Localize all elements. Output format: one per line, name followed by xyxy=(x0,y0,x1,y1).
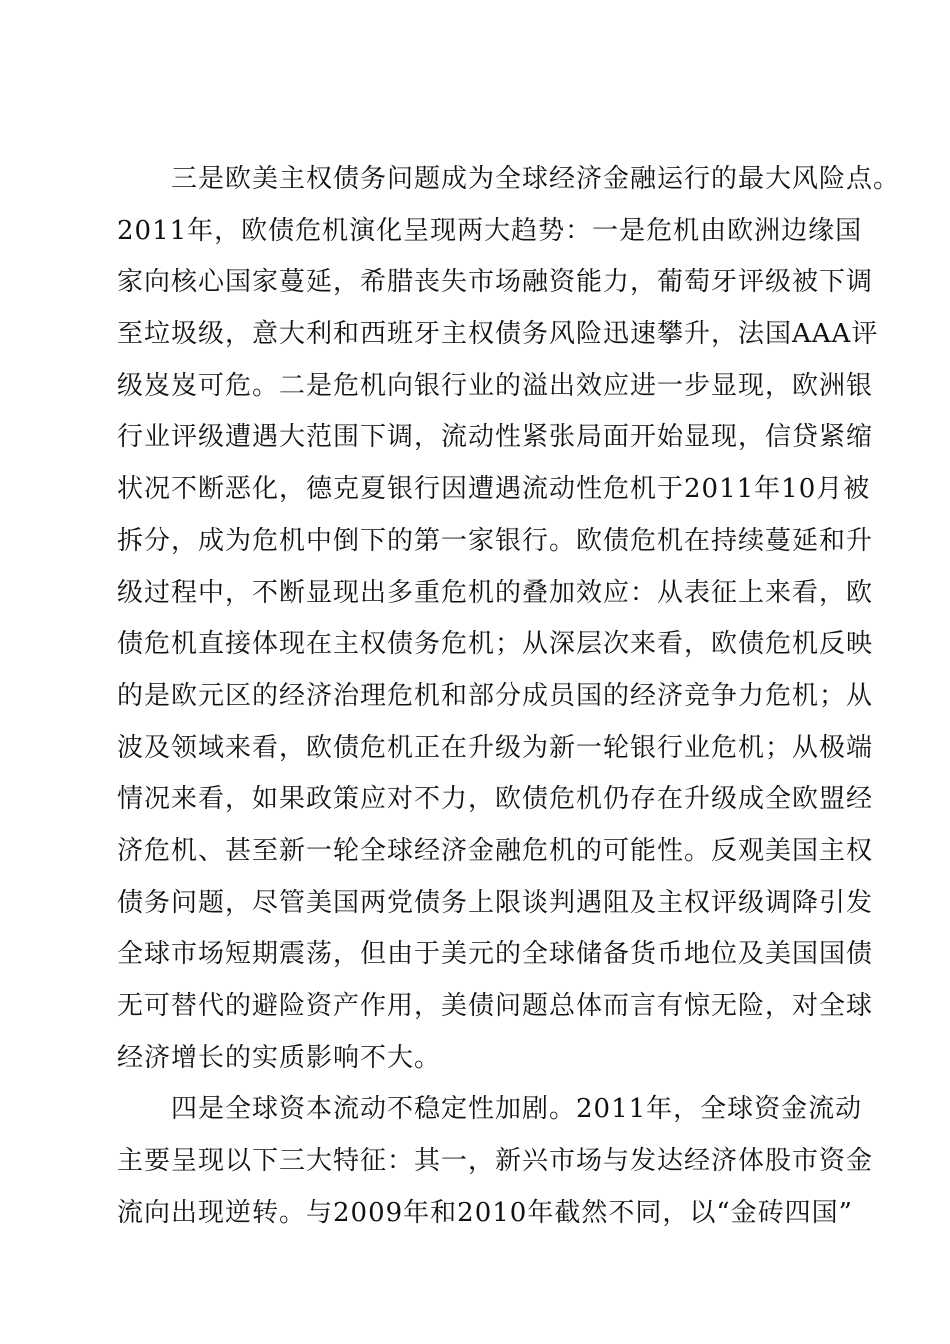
text-line: 济危机、甚至新一轮全球经济金融危机的可能性。反观美国主权 xyxy=(117,835,874,866)
text-line: 的是欧元区的经济治理危机和部分成员国的经济竞争力危机；从 xyxy=(117,680,874,711)
text-line: 全球市场短期震荡，但由于美元的全球储备货币地位及美国国债 xyxy=(117,939,874,970)
text-line: 三是欧美主权债务问题成为全球经济金融运行的最大风险点。 xyxy=(171,164,901,194)
text-line: 家向核心国家蔓延，希腊丧失市场融资能力，葡萄牙评级被下调 xyxy=(117,267,874,298)
text-line: 级岌岌可危。二是危机向银行业的溢出效应进一步显现，欧洲银 xyxy=(117,370,874,401)
text-line: 流向出现逆转。与2009年和2010年截然不同，以“金砖四国” xyxy=(117,1197,853,1228)
text-line: 级过程中，不断显现出多重危机的叠加效应：从表征上来看，欧 xyxy=(117,577,874,608)
text-line: 主要呈现以下三大特征：其一，新兴市场与发达经济体股市资金 xyxy=(117,1146,874,1177)
text-line: 波及领域来看，欧债危机正在升级为新一轮银行业危机；从极端 xyxy=(117,732,874,763)
text-line: 四是全球资本流动不稳定性加剧。2011年，全球资金流动 xyxy=(171,1094,863,1125)
text-line: 状况不断恶化，德克夏银行因遭遇流动性危机于2011年10月被 xyxy=(117,474,871,505)
text-line: 行业评级遭遇大范围下调，流动性紧张局面开始显现，信贷紧缩 xyxy=(117,422,874,453)
text-line: 债危机直接体现在主权债务危机；从深层次来看，欧债危机反映 xyxy=(117,629,874,660)
text-line: 经济增长的实质影响不大。 xyxy=(117,1042,442,1073)
body-text xyxy=(117,154,901,1239)
text-line: 无可替代的避险资产作用，美债问题总体而言有惊无险，对全球 xyxy=(117,991,874,1021)
text-line: 情况来看，如果政策应对不力，欧债危机仍存在升级成全欧盟经 xyxy=(117,784,874,815)
text-line: 2011年，欧债危机演化呈现两大趋势：一是危机由欧洲边缘国 xyxy=(117,215,863,246)
text-line: 至垃圾级，意大利和西班牙主权债务风险迅速攀升，法国AAA评 xyxy=(117,319,879,350)
text-line: 拆分，成为危机中倒下的第一家银行。欧债危机在持续蔓延和升 xyxy=(117,525,874,556)
text-line: 债务问题，尽管美国两党债务上限谈判遇阻及主权评级调降引发 xyxy=(117,887,874,918)
